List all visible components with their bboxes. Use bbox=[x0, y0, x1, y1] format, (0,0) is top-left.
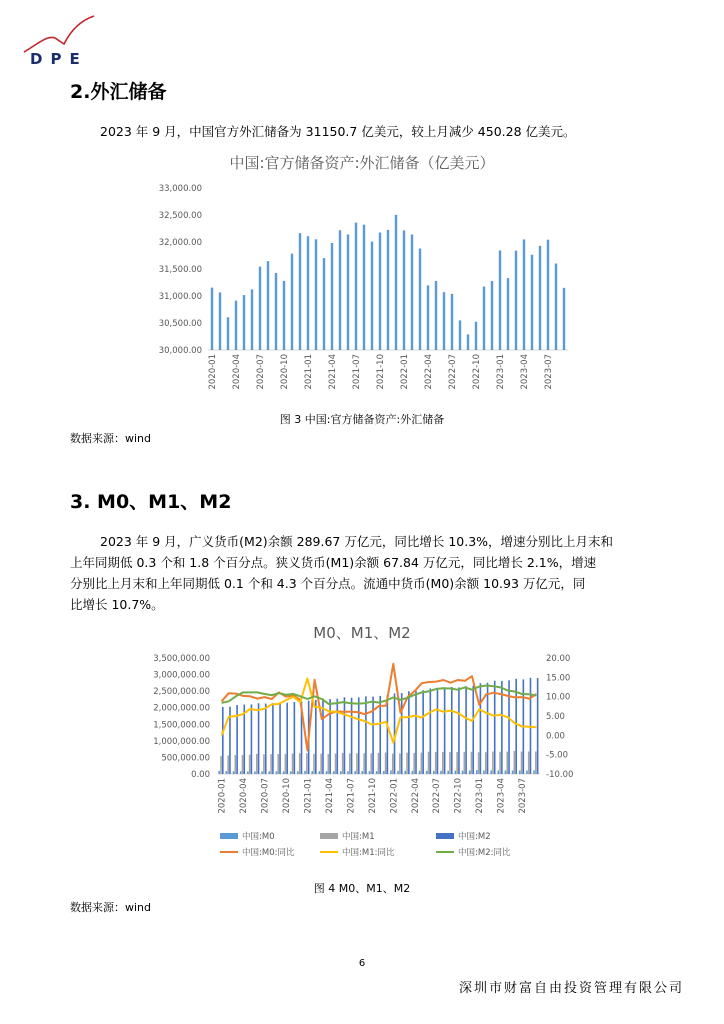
legend-label: 中国:M1 bbox=[342, 832, 375, 842]
data-source-1: 数据来源：wind bbox=[70, 432, 152, 445]
bar bbox=[507, 278, 509, 350]
bar-中国:M2 bbox=[379, 696, 381, 774]
bar-中国:M2 bbox=[294, 702, 296, 774]
x-tick-label: 2023-01 bbox=[496, 354, 506, 390]
bar-中国:M0 bbox=[261, 771, 263, 774]
bar-中国:M1 bbox=[406, 753, 408, 774]
bar-中国:M1 bbox=[378, 753, 380, 774]
bar bbox=[347, 234, 349, 350]
bar-中国:M0 bbox=[362, 771, 364, 774]
bar-中国:M1 bbox=[342, 753, 344, 774]
bar bbox=[211, 288, 213, 350]
bar-中国:M1 bbox=[235, 755, 237, 774]
bar-中国:M2 bbox=[258, 703, 260, 774]
bar-中国:M0 bbox=[512, 771, 514, 774]
bar-中国:M1 bbox=[428, 752, 430, 774]
bar-中国:M1 bbox=[514, 751, 516, 774]
bar-中国:M2 bbox=[387, 695, 389, 774]
y-left-tick-label: 2,000,000.00 bbox=[153, 703, 210, 714]
bar-中国:M0 bbox=[254, 771, 256, 774]
legend-label: 中国:M2 bbox=[458, 832, 491, 842]
bar bbox=[275, 273, 277, 350]
bar-中国:M1 bbox=[492, 752, 494, 774]
bar-中国:M1 bbox=[313, 754, 315, 774]
bar-中国:M1 bbox=[478, 752, 480, 774]
bar-中国:M2 bbox=[437, 689, 439, 774]
y-tick-label: 30,000.00 bbox=[158, 346, 202, 356]
x-tick-label: 2023-07 bbox=[544, 354, 554, 390]
bar-中国:M0 bbox=[233, 771, 235, 774]
y-tick-label: 31,500.00 bbox=[158, 265, 202, 275]
y-right-tick-label: 5.00 bbox=[546, 712, 565, 722]
bar-中国:M1 bbox=[256, 754, 258, 774]
bar bbox=[419, 248, 421, 350]
bar-中国:M1 bbox=[299, 753, 301, 774]
x-tick-label: 2023-07 bbox=[518, 778, 529, 814]
money-paragraph-line-4: 比增长 10.7%。 bbox=[70, 597, 164, 612]
bar-中国:M1 bbox=[356, 753, 358, 774]
money-paragraph-line-1: 2023 年 9 月，广义货币(M2)余额 289.67 万亿元，同比增长 10.3%，增速分别比上月末和 bbox=[100, 534, 614, 549]
bar-中国:M1 bbox=[463, 752, 465, 774]
bar-中国:M2 bbox=[222, 707, 224, 774]
bar bbox=[427, 285, 429, 350]
bar bbox=[531, 255, 533, 350]
bar-中国:M0 bbox=[276, 771, 278, 774]
bar bbox=[363, 225, 365, 350]
bar bbox=[235, 301, 237, 350]
y-tick-label: 32,000.00 bbox=[158, 238, 202, 248]
bar-中国:M1 bbox=[528, 752, 530, 774]
bar bbox=[331, 243, 333, 350]
x-tick-label: 2022-01 bbox=[389, 778, 400, 814]
bar-中国:M0 bbox=[340, 771, 342, 774]
bar bbox=[475, 322, 477, 350]
bar bbox=[515, 251, 517, 350]
bar bbox=[355, 223, 357, 350]
bar-中国:M2 bbox=[537, 678, 539, 774]
fx-reserves-paragraph: 2023 年 9 月，中国官方外汇储备为 31150.7 亿美元，较上月减少 450.28 亿美元。 bbox=[100, 124, 576, 139]
bar-中国:M2 bbox=[465, 686, 467, 774]
bar bbox=[307, 236, 309, 350]
legend-swatch bbox=[436, 833, 454, 839]
bar bbox=[443, 292, 445, 350]
bar-中国:M1 bbox=[249, 755, 251, 774]
bar-中国:M0 bbox=[469, 771, 471, 774]
bar-中国:M2 bbox=[365, 696, 367, 774]
bar-中国:M0 bbox=[283, 771, 285, 774]
bar bbox=[291, 254, 293, 350]
y-left-tick-label: 3,500,000.00 bbox=[153, 654, 210, 664]
bar bbox=[243, 295, 245, 350]
y-left-tick-label: 0.00 bbox=[191, 770, 210, 780]
bar-中国:M1 bbox=[385, 753, 387, 774]
x-tick-label: 2022-04 bbox=[424, 354, 434, 390]
bar-中国:M0 bbox=[519, 771, 521, 774]
bar bbox=[555, 264, 557, 350]
bar-中国:M0 bbox=[404, 771, 406, 774]
bar-中国:M0 bbox=[376, 771, 378, 774]
bar-中国:M0 bbox=[326, 771, 328, 774]
bar-中国:M0 bbox=[226, 771, 228, 774]
bar-中国:M2 bbox=[401, 693, 403, 774]
bar-中国:M0 bbox=[419, 771, 421, 774]
legend-label: 中国:M0 bbox=[242, 832, 275, 842]
bar-中国:M0 bbox=[390, 770, 392, 774]
x-tick-label: 2022-07 bbox=[448, 354, 458, 390]
legend-swatch bbox=[220, 833, 238, 839]
bar-中国:M0 bbox=[490, 771, 492, 774]
x-tick-label: 2021-10 bbox=[367, 778, 378, 814]
bar-中国:M2 bbox=[487, 683, 489, 774]
bar-中国:M0 bbox=[462, 771, 464, 774]
bar-中国:M1 bbox=[471, 752, 473, 774]
x-tick-label: 2020-01 bbox=[208, 354, 218, 390]
bar-中国:M0 bbox=[290, 771, 292, 774]
y-right-tick-label: 15.00 bbox=[546, 673, 571, 684]
bar-中国:M0 bbox=[268, 771, 270, 774]
bar bbox=[499, 250, 501, 350]
fx-reserves-chart bbox=[140, 176, 580, 406]
page-number: 6 bbox=[358, 958, 366, 969]
chart2-title: M0、M1、M2 bbox=[313, 624, 411, 642]
bar-中国:M1 bbox=[328, 754, 330, 774]
y-tick-label: 33,000.00 bbox=[158, 184, 202, 194]
x-tick-label: 2023-01 bbox=[475, 778, 486, 814]
bar-中国:M1 bbox=[399, 753, 401, 774]
bar-中国:M0 bbox=[369, 771, 371, 774]
bar-中国:M1 bbox=[499, 752, 501, 774]
logo-text: DPE bbox=[30, 50, 88, 68]
x-tick-label: 2022-04 bbox=[410, 778, 421, 814]
money-paragraph-line-3: 分别比上月末和上年同期低 0.1 个和 4.3 个百分点。流通中货币(M0)余额 10.93 万亿元，同 bbox=[70, 576, 586, 591]
y-right-tick-label: -5.00 bbox=[546, 750, 568, 761]
bar bbox=[411, 235, 413, 350]
bar-中国:M2 bbox=[272, 703, 274, 774]
y-left-tick-label: 1,500,000.00 bbox=[153, 720, 210, 731]
money-paragraph-line-2: 上年同期低 0.3 个和 1.8 个百分点。狭义货币(M1)余额 67.84 万亿元，同比增长 2.1%，增速 bbox=[70, 555, 597, 570]
bar-中国:M0 bbox=[533, 770, 535, 774]
bar-中国:M1 bbox=[435, 752, 437, 774]
bar-中国:M1 bbox=[220, 756, 222, 774]
bar bbox=[267, 261, 269, 350]
bar bbox=[451, 294, 453, 350]
logo-swoosh-icon bbox=[24, 16, 94, 52]
bar bbox=[491, 281, 493, 350]
bar bbox=[283, 281, 285, 350]
bar-中国:M0 bbox=[476, 770, 478, 774]
bar-中国:M2 bbox=[336, 699, 338, 774]
bar-中国:M1 bbox=[535, 752, 537, 774]
bar bbox=[299, 233, 301, 350]
bar-中国:M1 bbox=[306, 753, 308, 774]
y-left-tick-label: 2,500,000.00 bbox=[153, 687, 210, 698]
y-right-tick-label: -10.00 bbox=[546, 770, 574, 780]
bar-中国:M0 bbox=[304, 771, 306, 774]
bar bbox=[395, 215, 397, 350]
y-left-tick-label: 3,000,000.00 bbox=[153, 670, 210, 681]
y-tick-label: 32,500.00 bbox=[158, 211, 202, 221]
bar-中国:M0 bbox=[247, 771, 249, 774]
chart1-title: 中国:官方储备资产:外汇储备（亿美元） bbox=[229, 154, 495, 172]
bar-中国:M1 bbox=[349, 753, 351, 774]
bar-中国:M0 bbox=[505, 771, 507, 774]
bar-中国:M1 bbox=[442, 752, 444, 774]
bar-中国:M1 bbox=[521, 752, 523, 774]
bar-中国:M1 bbox=[285, 754, 287, 774]
x-tick-label: 2023-04 bbox=[496, 778, 507, 814]
legend-label: 中国:M0:同比 bbox=[242, 848, 295, 858]
bar-中国:M2 bbox=[444, 688, 446, 774]
bar-中国:M0 bbox=[333, 771, 335, 774]
y-left-tick-label: 500,000.00 bbox=[161, 753, 210, 764]
bar-中国:M1 bbox=[292, 753, 294, 774]
bar-中国:M0 bbox=[526, 770, 528, 774]
x-tick-label: 2020-07 bbox=[260, 778, 271, 814]
bar-中国:M2 bbox=[315, 700, 317, 774]
y-left-tick-label: 1,000,000.00 bbox=[153, 736, 210, 747]
bar-中国:M0 bbox=[240, 771, 242, 774]
bar-中国:M1 bbox=[370, 753, 372, 774]
bar bbox=[339, 230, 341, 350]
bar-中国:M1 bbox=[263, 754, 265, 774]
bar-中国:M1 bbox=[456, 752, 458, 774]
bar-中国:M0 bbox=[347, 771, 349, 774]
x-tick-label: 2021-07 bbox=[352, 354, 362, 390]
bar-中国:M2 bbox=[344, 697, 346, 774]
bar-中国:M2 bbox=[372, 697, 374, 774]
bar-中国:M0 bbox=[311, 771, 313, 774]
bar-中国:M0 bbox=[483, 770, 485, 774]
x-tick-label: 2021-01 bbox=[303, 778, 314, 814]
x-tick-label: 2021-07 bbox=[346, 778, 357, 814]
bar-中国:M0 bbox=[218, 771, 220, 774]
bar-中国:M0 bbox=[497, 770, 499, 774]
x-tick-label: 2022-01 bbox=[400, 354, 410, 390]
bar-中国:M1 bbox=[227, 756, 229, 774]
bar-中国:M1 bbox=[270, 754, 272, 774]
x-tick-label: 2022-10 bbox=[453, 778, 464, 814]
section-heading-money-supply: 3. M0、M1、M2 bbox=[70, 491, 232, 513]
bar-中国:M0 bbox=[397, 771, 399, 774]
bar-中国:M0 bbox=[426, 771, 428, 774]
bar-中国:M0 bbox=[447, 771, 449, 774]
x-tick-label: 2020-04 bbox=[232, 354, 242, 390]
x-tick-label: 2020-04 bbox=[239, 778, 250, 814]
bar bbox=[371, 242, 373, 350]
bar bbox=[387, 230, 389, 350]
bar bbox=[379, 232, 381, 350]
bar bbox=[467, 334, 469, 350]
bar-中国:M0 bbox=[412, 771, 414, 774]
line-中国:M1:同比 bbox=[222, 679, 537, 743]
bar-中国:M2 bbox=[458, 687, 460, 774]
x-tick-label: 2021-01 bbox=[304, 354, 314, 390]
x-tick-label: 2020-01 bbox=[217, 778, 228, 814]
y-right-tick-label: 10.00 bbox=[546, 692, 571, 703]
data-source-2: 数据来源：wind bbox=[70, 901, 152, 914]
bar-中国:M1 bbox=[335, 754, 337, 774]
bar-中国:M2 bbox=[494, 681, 496, 774]
bar bbox=[539, 246, 541, 350]
bar-中国:M2 bbox=[351, 698, 353, 774]
bar-中国:M2 bbox=[251, 704, 253, 774]
bar-中国:M1 bbox=[320, 754, 322, 774]
bar-中国:M2 bbox=[265, 704, 267, 774]
bar-中国:M1 bbox=[277, 754, 279, 774]
bar bbox=[323, 258, 325, 350]
bar bbox=[403, 230, 405, 350]
x-tick-label: 2021-04 bbox=[324, 778, 335, 814]
bar-中国:M0 bbox=[433, 771, 435, 774]
bar-中国:M0 bbox=[354, 771, 356, 774]
bar-中国:M1 bbox=[449, 752, 451, 774]
bar-中国:M1 bbox=[421, 753, 423, 774]
x-tick-label: 2020-10 bbox=[281, 778, 292, 814]
bar-中国:M2 bbox=[451, 687, 453, 774]
bar-中国:M2 bbox=[415, 691, 417, 774]
bar bbox=[523, 239, 525, 350]
bar bbox=[459, 320, 461, 350]
y-right-tick-label: 0.00 bbox=[546, 731, 565, 742]
section-heading-fx-reserves: 2.外汇储备 bbox=[70, 81, 167, 103]
x-tick-label: 2022-07 bbox=[432, 778, 443, 814]
money-supply-chart bbox=[140, 645, 600, 870]
bar-中国:M2 bbox=[243, 705, 245, 774]
legend-label: 中国:M1:同比 bbox=[342, 848, 395, 858]
line-中国:M2:同比 bbox=[222, 686, 537, 705]
bar-中国:M0 bbox=[455, 771, 457, 774]
bar-中国:M2 bbox=[508, 680, 510, 774]
bar bbox=[259, 267, 261, 350]
bar-中国:M2 bbox=[472, 686, 474, 774]
bar bbox=[251, 289, 253, 350]
x-tick-label: 2022-10 bbox=[472, 354, 482, 390]
figure-3-caption: 图 3 中国:官方储备资产:外汇储备 bbox=[279, 413, 445, 426]
bar-中国:M2 bbox=[329, 699, 331, 774]
legend-label: 中国:M2:同比 bbox=[458, 848, 511, 858]
bar-中国:M2 bbox=[279, 702, 281, 774]
bar-中国:M1 bbox=[485, 752, 487, 774]
bar-中国:M2 bbox=[358, 697, 360, 774]
x-tick-label: 2020-10 bbox=[280, 354, 290, 390]
x-tick-label: 2020-07 bbox=[256, 354, 266, 390]
bar-中国:M0 bbox=[383, 771, 385, 774]
bar-中国:M2 bbox=[480, 683, 482, 774]
bar bbox=[563, 288, 565, 350]
legend-swatch bbox=[320, 833, 338, 839]
y-tick-label: 30,500.00 bbox=[158, 319, 202, 329]
bar-中国:M2 bbox=[430, 688, 432, 774]
bar-中国:M1 bbox=[363, 753, 365, 774]
y-tick-label: 31,000.00 bbox=[158, 292, 202, 302]
x-tick-label: 2021-10 bbox=[376, 354, 386, 390]
x-tick-label: 2021-04 bbox=[328, 354, 338, 390]
bar bbox=[483, 287, 485, 350]
bar-中国:M0 bbox=[297, 771, 299, 774]
bar-中国:M1 bbox=[242, 755, 244, 774]
x-tick-label: 2023-04 bbox=[520, 354, 530, 390]
bar-中国:M2 bbox=[408, 691, 410, 774]
bar bbox=[227, 317, 229, 350]
bar-中国:M2 bbox=[422, 690, 424, 774]
bar bbox=[219, 292, 221, 350]
bar bbox=[315, 239, 317, 350]
bar-中国:M2 bbox=[286, 703, 288, 774]
bar bbox=[435, 281, 437, 350]
company-name: 深圳市财富自由投资管理有限公司 bbox=[458, 981, 684, 996]
figure-4-caption: 图 4 M0、M1、M2 bbox=[313, 882, 411, 895]
bar-中国:M0 bbox=[319, 771, 321, 774]
bar-中国:M1 bbox=[413, 753, 415, 774]
bar bbox=[547, 240, 549, 350]
bar-中国:M2 bbox=[322, 699, 324, 774]
bar-中国:M0 bbox=[440, 771, 442, 774]
bar-中国:M1 bbox=[506, 752, 508, 774]
bar-中国:M1 bbox=[392, 754, 394, 774]
y-right-tick-label: 20.00 bbox=[546, 654, 571, 664]
